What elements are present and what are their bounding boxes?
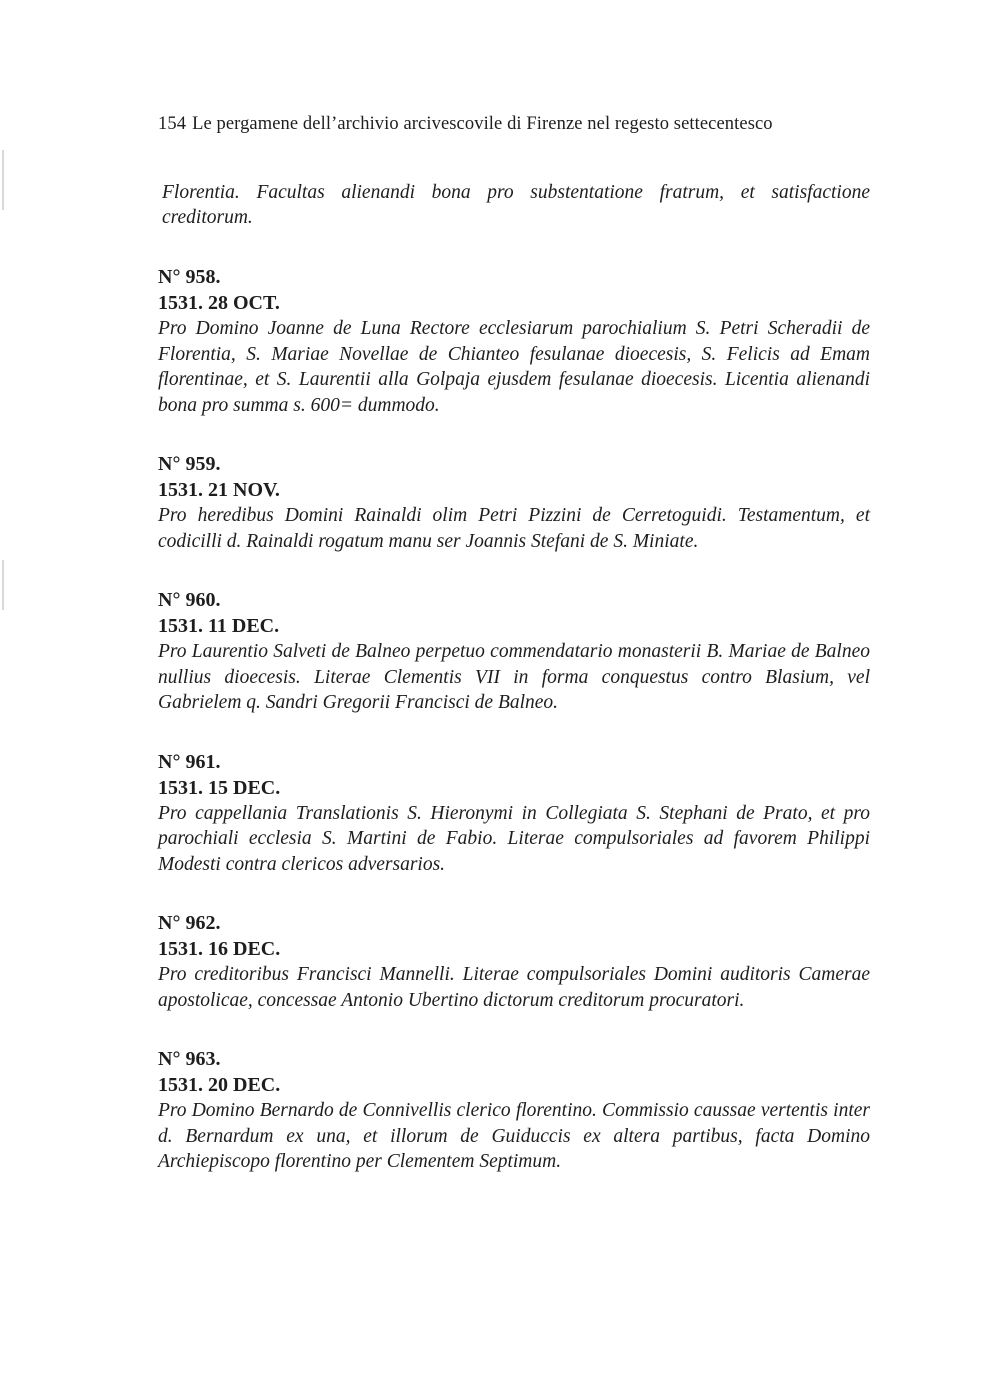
entry-961 — [158, 749, 870, 878]
header-title: Le pergamene dell’archivio arcivescovile di Firenze nel regesto settecentesco — [192, 114, 773, 134]
margin-mark — [2, 560, 4, 610]
entry-number: N° 960. — [158, 589, 221, 611]
entry-date: 1531. 16 DEC. — [158, 938, 281, 960]
entry-number: N° 961. — [158, 750, 221, 773]
margin-mark — [2, 150, 4, 210]
entry-number: N° 958. — [158, 266, 221, 288]
running-header — [158, 112, 870, 136]
entry-text: Pro Laurentio Salveti de Balneo perpetuo commendatario monasterii B. Mariae de Balneo nullius dioecesis. Literae Clementis VII in forma conquestus contro Blasium, vel Gabrielem q. Sandri Gregorii Francisci de Balneo. — [158, 641, 870, 713]
entry-963 — [158, 1046, 870, 1175]
entry-number: N° 963. — [158, 1048, 221, 1070]
entry-text: Pro Domino Bernardo de Connivellis clerico florentino. Commissio caussae vertentis inter d. Bernardum ex una, et illorum de Guiduccis ex altera partibus, facta Domino Archiepiscopo florentino per Clementem Septimum. — [158, 1100, 870, 1172]
entry-text: Pro heredibus Domini Rainaldi olim Petri Pizzini de Cerretoguidi. Testamentum, et codicilli d. Rainaldi rogatum manu ser Joannis Stefani de S. Miniate. — [158, 505, 870, 552]
entry-date: 1531. 11 DEC. — [158, 615, 280, 637]
entry-text: Pro cappellania Translationis S. Hieronymi in Collegiata S. Stephani de Prato, et pro parochiali ecclesia S. Martini de Fabio. Literae compulsoriales ad favorem Philippi Modesti contra clericos adversarios. — [158, 802, 870, 875]
document-page — [158, 112, 870, 1208]
entry-date: 1531. 20 DEC. — [158, 1074, 281, 1096]
entry-text: Pro Domino Joanne de Luna Rectore ecclesiarum parochialium S. Petri Scheradii de Florentia, S. Mariae Novellae de Chianteo fesulanae dioecesis, S. Felicis ad Emam florentinae, et S. Laurentii alla Golpaja ejusdem fesulanae dioecesis. Licentia alienandi bona pro summa s. 600= dummodo. — [158, 318, 870, 416]
entry-text: Pro creditoribus Francisci Mannelli. Literae compulsoriales Domini auditoris Camerae apostolicae, concessae Antonio Ubertino dictorum creditorum procuratori. — [158, 964, 870, 1011]
continued-entry-text: Florentia. Facultas alienandi bona pro substentatione fratrum, et satisfactione creditorum. — [162, 182, 870, 228]
entry-date: 1531. 28 OCT. — [158, 292, 280, 314]
entry-960 — [158, 587, 870, 716]
entry-date: 1531. 15 DEC. — [158, 776, 281, 799]
entry-958 — [158, 264, 870, 418]
entry-date: 1531. 21 NOV. — [158, 479, 280, 501]
entry-number: N° 959. — [158, 453, 221, 475]
entry-959 — [158, 451, 870, 554]
entry-962 — [158, 910, 870, 1013]
entry-number: N° 962. — [158, 912, 221, 934]
page-number: 154 — [158, 114, 187, 134]
